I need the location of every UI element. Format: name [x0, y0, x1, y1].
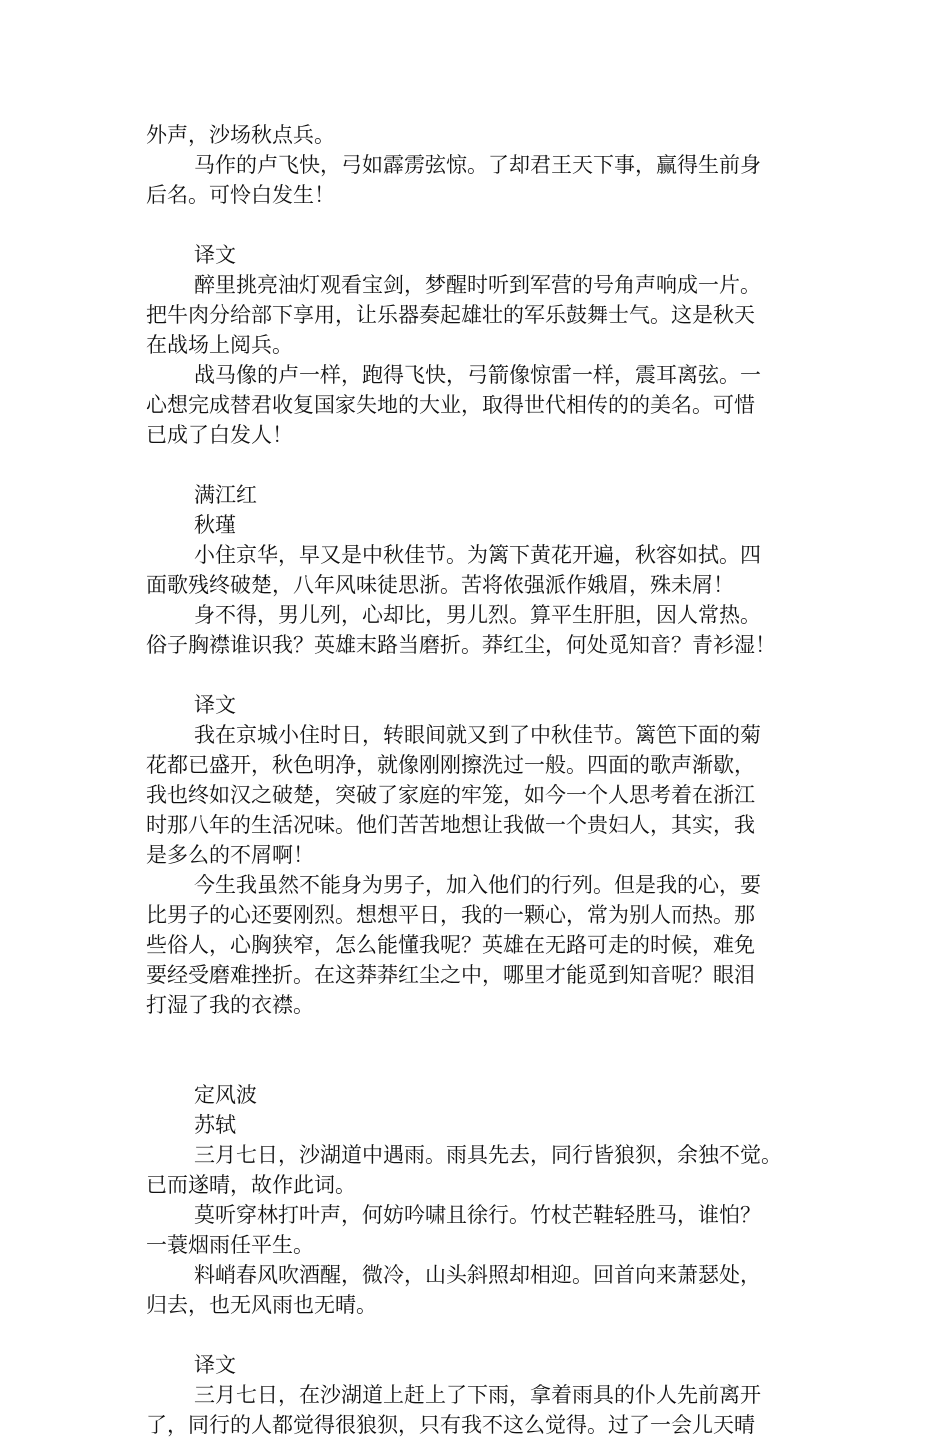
poem1-stanza2-line: 后名。可怜白发生！: [146, 183, 335, 207]
poem1-translation-line: 醉里挑亮油灯观看宝剑，梦醒时听到军营的号角声响成一片。: [194, 273, 761, 297]
poem2-translation-line: 我也终如汉之破楚，突破了家庭的牢笼，如今一个人思考着在浙江: [146, 783, 755, 807]
poem2-translation-line: 今生我虽然不能身为男子，加入他们的行列。但是我的心，要: [194, 873, 761, 897]
poem2-translation-heading: 译文: [194, 693, 236, 717]
poem2-translation-line: 我在京城小住时日，转眼间就又到了中秋佳节。篱笆下面的菊: [194, 723, 761, 747]
poem1-translation-line: 已成了白发人！: [146, 423, 293, 447]
poem1-stanza2-line: 马作的卢飞快，弓如霹雳弦惊。了却君王天下事，赢得生前身: [194, 153, 761, 177]
poem2-translation-line: 比男子的心还要刚烈。想想平日，我的一颗心，常为别人而热。那: [146, 903, 755, 927]
poem3-stanza2-line: 料峭春风吹酒醒，微冷，山头斜照却相迎。回首向来萧瑟处，: [194, 1263, 761, 1287]
poem2-title: 满江红: [194, 483, 257, 507]
poem1-translation-line: 在战场上阅兵。: [146, 333, 293, 357]
poem1-translation-line: 心想完成替君收复国家失地的大业，取得世代相传的的美名。可惜: [146, 393, 755, 417]
poem3-translation-heading: 译文: [194, 1353, 236, 1377]
poem3-translation-line: 了，同行的人都觉得很狼狈，只有我不这么觉得。过了一会儿天晴: [146, 1413, 755, 1437]
poem3-title: 定风波: [194, 1083, 257, 1107]
poem2-stanza1-line: 小住京华，早又是中秋佳节。为篱下黄花开遍，秋容如拭。四: [194, 543, 761, 567]
poem3-translation-line: 三月七日，在沙湖道上赶上了下雨，拿着雨具的仆人先前离开: [194, 1383, 761, 1407]
poem2-translation-line: 是多么的不屑啊！: [146, 843, 314, 867]
poem2-translation-line: 要经受磨难挫折。在这莽莽红尘之中，哪里才能觅到知音呢？眼泪: [146, 963, 755, 987]
poem3-preface-line: 已而遂晴，故作此词。: [146, 1173, 356, 1197]
poem2-translation-line: 花都已盛开，秋色明净，就像刚刚擦洗过一般。四面的歌声渐歇，: [146, 753, 755, 777]
document-page: [146, 120, 836, 1440]
poem3-stanza1-line: 莫听穿林打叶声，何妨吟啸且徐行。竹杖芒鞋轻胜马，谁怕？: [194, 1203, 761, 1227]
poem1-translation-line: 战马像的卢一样，跑得飞快，弓箭像惊雷一样，震耳离弦。一: [194, 363, 761, 387]
poem2-translation-line: 时那八年的生活况味。他们苦苦地想让我做一个贵妇人，其实，我: [146, 813, 755, 837]
poem3-preface-line: 三月七日，沙湖道中遇雨。雨具先去，同行皆狼狈，余独不觉。: [194, 1143, 782, 1167]
poem2-translation-line: 些俗人，心胸狭窄，怎么能懂我呢？英雄在无路可走的时候，难免: [146, 933, 755, 957]
poem2-translation-line: 打湿了我的衣襟。: [146, 993, 314, 1017]
poem1-tail-line: 外声，沙场秋点兵。: [146, 123, 335, 147]
poem3-stanza1-line: 一蓑烟雨任平生。: [146, 1233, 314, 1257]
poem1-translation-line: 把牛肉分给部下享用，让乐器奏起雄壮的军乐鼓舞士气。这是秋天: [146, 303, 755, 327]
poem2-stanza2-line: 身不得，男儿列，心却比，男儿烈。算平生肝胆，因人常热。: [194, 603, 761, 627]
poem3-stanza2-line: 归去，也无风雨也无晴。: [146, 1293, 377, 1317]
poem1-translation-heading: 译文: [194, 243, 236, 267]
poem3-author: 苏轼: [194, 1113, 236, 1137]
poem2-stanza2-line: 俗子胸襟谁识我？英雄末路当磨折。莽红尘，何处觅知音？青衫湿！: [146, 633, 776, 657]
poem2-author: 秋瑾: [194, 513, 236, 537]
poem2-stanza1-line: 面歌残终破楚，八年风味徒思浙。苦将侬强派作娥眉，殊未屑！: [146, 573, 734, 597]
